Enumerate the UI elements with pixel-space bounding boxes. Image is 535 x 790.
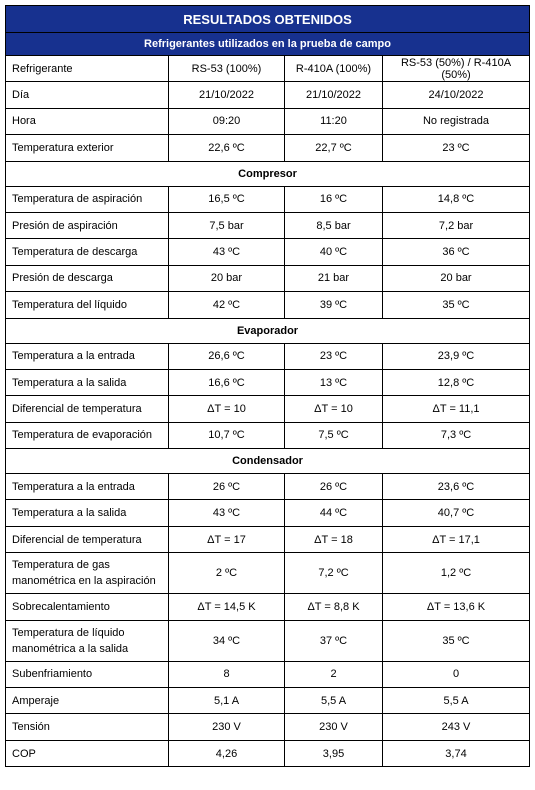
- cell-value-col1: 4,26: [169, 740, 285, 766]
- cell-value-col3: ΔT = 13,6 K: [383, 594, 530, 620]
- row-label: Temperatura a la salida: [6, 369, 169, 395]
- cell-value-col1: ΔT = 17: [169, 526, 285, 552]
- cell-value-col1: 8: [169, 661, 285, 687]
- cell-value-col2: 40 ºC: [285, 239, 383, 265]
- cell-value-col2: 13 ºC: [285, 369, 383, 395]
- row-label: Temperatura a la entrada: [6, 474, 169, 500]
- table-title: RESULTADOS OBTENIDOS: [6, 6, 530, 33]
- cell-value-col1: 5,1 A: [169, 688, 285, 714]
- table-subtitle-row: [6, 33, 530, 56]
- cell-value-col3: 35 ºC: [383, 292, 530, 318]
- row-label: Temperatura de líquido manométrica a la salida: [6, 620, 169, 661]
- cell-value-col3: 7,2 bar: [383, 212, 530, 238]
- cell-value-col2: 21 bar: [285, 265, 383, 291]
- table-row: [6, 594, 530, 620]
- row-label: Temperatura exterior: [6, 135, 169, 161]
- row-label: Diferencial de temperatura: [6, 526, 169, 552]
- section-header: Condensador: [6, 449, 530, 474]
- table-row: [6, 661, 530, 687]
- row-label: COP: [6, 740, 169, 766]
- cell-value-col2: ΔT = 18: [285, 526, 383, 552]
- cell-value-col2: 3,95: [285, 740, 383, 766]
- cell-value-col1: 22,6 ºC: [169, 135, 285, 161]
- cell-value-col2: 8,5 bar: [285, 212, 383, 238]
- table-row: [6, 422, 530, 448]
- section-header-row: [6, 449, 530, 474]
- table-row: [6, 369, 530, 395]
- cell-value-col1: RS-53 (100%): [169, 56, 285, 82]
- results-table-container: [5, 5, 529, 767]
- table-row: [6, 553, 530, 594]
- cell-value-col3: 12,8 ºC: [383, 369, 530, 395]
- cell-value-col1: 26,6 ºC: [169, 343, 285, 369]
- cell-value-col2: 26 ºC: [285, 474, 383, 500]
- cell-value-col2: R-410A (100%): [285, 56, 383, 82]
- table-row: [6, 82, 530, 108]
- row-label: Amperaje: [6, 688, 169, 714]
- cell-value-col1: 42 ºC: [169, 292, 285, 318]
- table-row: [6, 526, 530, 552]
- table-row: [6, 56, 530, 82]
- table-row: [6, 343, 530, 369]
- cell-value-col3: 23,9 ºC: [383, 343, 530, 369]
- cell-value-col2: ΔT = 10: [285, 396, 383, 422]
- cell-value-col1: 16,6 ºC: [169, 369, 285, 395]
- cell-value-col3: RS-53 (50%) / R-410A (50%): [383, 56, 530, 82]
- table-row: [6, 265, 530, 291]
- cell-value-col2: 39 ºC: [285, 292, 383, 318]
- cell-value-col3: 24/10/2022: [383, 82, 530, 108]
- cell-value-col1: ΔT = 10: [169, 396, 285, 422]
- cell-value-col3: 7,3 ºC: [383, 422, 530, 448]
- table-row: [6, 396, 530, 422]
- table-row: [6, 474, 530, 500]
- cell-value-col1: 43 ºC: [169, 500, 285, 526]
- cell-value-col2: 23 ºC: [285, 343, 383, 369]
- row-label: Temperatura a la entrada: [6, 343, 169, 369]
- cell-value-col2: 11:20: [285, 108, 383, 134]
- cell-value-col2: 16 ºC: [285, 186, 383, 212]
- cell-value-col3: 23,6 ºC: [383, 474, 530, 500]
- table-row: [6, 292, 530, 318]
- section-header: Evaporador: [6, 318, 530, 343]
- cell-value-col1: 34 ºC: [169, 620, 285, 661]
- row-label: Hora: [6, 108, 169, 134]
- row-label: Presión de aspiración: [6, 212, 169, 238]
- cell-value-col1: ΔT = 14,5 K: [169, 594, 285, 620]
- row-label: Presión de descarga: [6, 265, 169, 291]
- section-header-row: [6, 161, 530, 186]
- row-label: Día: [6, 82, 169, 108]
- cell-value-col1: 16,5 ºC: [169, 186, 285, 212]
- section-header-row: [6, 318, 530, 343]
- table-row: [6, 108, 530, 134]
- cell-value-col3: 1,2 ºC: [383, 553, 530, 594]
- cell-value-col2: 230 V: [285, 714, 383, 740]
- row-label: Refrigerante: [6, 56, 169, 82]
- cell-value-col1: 20 bar: [169, 265, 285, 291]
- cell-value-col2: 22,7 ºC: [285, 135, 383, 161]
- cell-value-col1: 230 V: [169, 714, 285, 740]
- row-label: Temperatura de evaporación: [6, 422, 169, 448]
- table-row: [6, 714, 530, 740]
- cell-value-col3: 35 ºC: [383, 620, 530, 661]
- table-row: [6, 212, 530, 238]
- row-label: Sobrecalentamiento: [6, 594, 169, 620]
- row-label: Temperatura del líquido: [6, 292, 169, 318]
- row-label: Diferencial de temperatura: [6, 396, 169, 422]
- cell-value-col3: 23 ºC: [383, 135, 530, 161]
- cell-value-col1: 21/10/2022: [169, 82, 285, 108]
- table-row: [6, 239, 530, 265]
- row-label: Temperatura de descarga: [6, 239, 169, 265]
- cell-value-col2: 7,2 ºC: [285, 553, 383, 594]
- row-label: Temperatura a la salida: [6, 500, 169, 526]
- section-header: Compresor: [6, 161, 530, 186]
- row-label: Temperatura de gas manométrica en la aspiración: [6, 553, 169, 594]
- cell-value-col3: ΔT = 17,1: [383, 526, 530, 552]
- cell-value-col1: 43 ºC: [169, 239, 285, 265]
- cell-value-col2: ΔT = 8,8 K: [285, 594, 383, 620]
- row-label: Tensión: [6, 714, 169, 740]
- cell-value-col1: 10,7 ºC: [169, 422, 285, 448]
- cell-value-col1: 7,5 bar: [169, 212, 285, 238]
- cell-value-col3: 40,7 ºC: [383, 500, 530, 526]
- row-label: Subenfriamiento: [6, 661, 169, 687]
- cell-value-col2: 2: [285, 661, 383, 687]
- table-row: [6, 688, 530, 714]
- cell-value-col3: 0: [383, 661, 530, 687]
- cell-value-col3: ΔT = 11,1: [383, 396, 530, 422]
- cell-value-col3: 5,5 A: [383, 688, 530, 714]
- table-title-row: [6, 6, 530, 33]
- table-subtitle: Refrigerantes utilizados en la prueba de campo: [6, 33, 530, 56]
- cell-value-col2: 21/10/2022: [285, 82, 383, 108]
- cell-value-col2: 37 ºC: [285, 620, 383, 661]
- cell-value-col3: No registrada: [383, 108, 530, 134]
- row-label: Temperatura de aspiración: [6, 186, 169, 212]
- cell-value-col3: 14,8 ºC: [383, 186, 530, 212]
- results-table: [5, 5, 530, 767]
- cell-value-col1: 09:20: [169, 108, 285, 134]
- table-row: [6, 500, 530, 526]
- cell-value-col1: 26 ºC: [169, 474, 285, 500]
- cell-value-col3: 36 ºC: [383, 239, 530, 265]
- cell-value-col3: 20 bar: [383, 265, 530, 291]
- cell-value-col3: 3,74: [383, 740, 530, 766]
- table-row: [6, 186, 530, 212]
- table-row: [6, 740, 530, 766]
- cell-value-col2: 7,5 ºC: [285, 422, 383, 448]
- table-row: [6, 135, 530, 161]
- cell-value-col3: 243 V: [383, 714, 530, 740]
- cell-value-col2: 5,5 A: [285, 688, 383, 714]
- results-table-body: [6, 6, 530, 767]
- cell-value-col1: 2 ºC: [169, 553, 285, 594]
- table-row: [6, 620, 530, 661]
- cell-value-col2: 44 ºC: [285, 500, 383, 526]
